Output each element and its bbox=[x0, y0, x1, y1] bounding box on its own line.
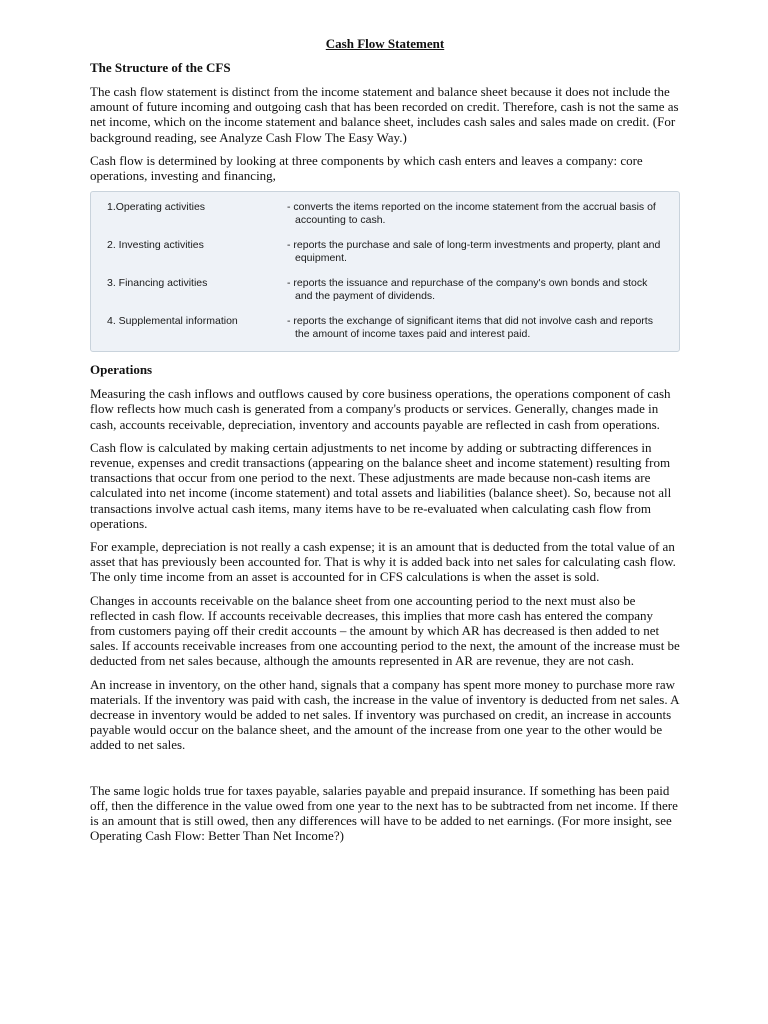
definition-term: 2. Investing activities bbox=[107, 239, 204, 252]
paragraph: Changes in accounts receivable on the balance sheet from one accounting period to the next must also be reflected in cash flow. If accounts receivable decreases, this implies that more cash has entered the company from customers paying off their credit accounts – the amount by which AR has decreased is then added to net sales. If accounts receivable increases from one accounting period to the next, the amount of the increase must be deducted from net sales because, although the amounts represented in AR are revenue, they are not cash. bbox=[90, 592, 680, 669]
definition-description: - reports the exchange of significant items that did not involve cash and reports the amount of income taxes paid and interest paid. bbox=[287, 315, 653, 341]
definition-term: 1.Operating activities bbox=[107, 201, 206, 214]
paragraph: The cash flow statement is distinct from the income statement and balance sheet because it does not include the amount of future incoming and outgoing cash that has been recorded on credit. Therefore, cash is not the same as net income, which on the income statement and balance sheet, includes cash sales and sales made on credit. (For background reading, see Analyze Cash Flow The Easy Way.) bbox=[90, 84, 679, 145]
document-title: Cash Flow Statement bbox=[325, 36, 445, 51]
definition-row bbox=[107, 201, 661, 227]
paragraph: For example, depreciation is not really a cash expense; it is an amount that is deducted from the total value of an asset that has previously been accounted for. That is why it is added back into net sales for calculating cash flow. The only time income from an asset is accounted for in CFS calculations is when the asset is sold. bbox=[90, 539, 676, 585]
document-page bbox=[90, 36, 680, 852]
paragraph: Cash flow is calculated by making certain adjustments to net income by adding or subtracting differences in revenue, expenses and credit transactions (appearing on the balance sheet and income statement) resulting from transactions that occur from one period to the next. These adjustments are made because non-cash items are calculated into net income (income statement) and total assets and liabilities (balance sheet). So, because not all transactions involve actual cash items, many items have to be re-evaluated when calculating cash flow from operations. bbox=[90, 439, 672, 531]
definition-row bbox=[107, 277, 661, 303]
activities-definition-box bbox=[90, 191, 680, 352]
paragraph: The same logic holds true for taxes payable, salaries payable and prepaid insurance. If something has been paid off, then the difference in the value owed from one year to the next has to be subtracted from net income. If there is an amount that is still owed, then any differences will have to be added to net earnings. (For more insight, see Operating Cash Flow: Better Than Net Income?) bbox=[90, 782, 678, 844]
paragraph: An increase in inventory, on the other hand, signals that a company has spent more money to purchase more raw materials. If the inventory was paid with cash, the increase in the value of inventory is deducted from net sales. A decrease in inventory would be added to net sales. If inventory was purchased on credit, an increase in accounts payable would occur on the balance sheet, and the amount of the increase from one year to the other would be added to net sales. bbox=[90, 676, 679, 753]
definition-row bbox=[107, 239, 661, 265]
definition-term: 3. Financing activities bbox=[107, 277, 208, 290]
paragraph-spacer bbox=[90, 761, 680, 783]
paragraph: Measuring the cash inflows and outflows caused by core business operations, the operations component of cash flow reflects how much cash is generated from a company's products or services. Generally, changes made in cash, accounts receivable, depreciation, inventory and accounts payable are reflected in cash from operations. bbox=[90, 386, 671, 432]
section-heading-operations: Operations bbox=[90, 362, 153, 378]
definition-term: 4. Supplemental information bbox=[107, 315, 238, 328]
paragraph: Cash flow is determined by looking at three components by which cash enters and leaves a company: core operations, investing and financing, bbox=[90, 152, 643, 184]
definition-description: - reports the purchase and sale of long-term investments and property, plant and equipment. bbox=[287, 239, 661, 265]
definition-row bbox=[107, 315, 661, 341]
section-heading-structure: The Structure of the CFS bbox=[90, 60, 231, 75]
definition-description: - reports the issuance and repurchase of the company's own bonds and stock and the payment of dividends. bbox=[287, 277, 648, 303]
definition-description: - converts the items reported on the income statement from the accrual basis of accounting to cash. bbox=[287, 201, 656, 227]
